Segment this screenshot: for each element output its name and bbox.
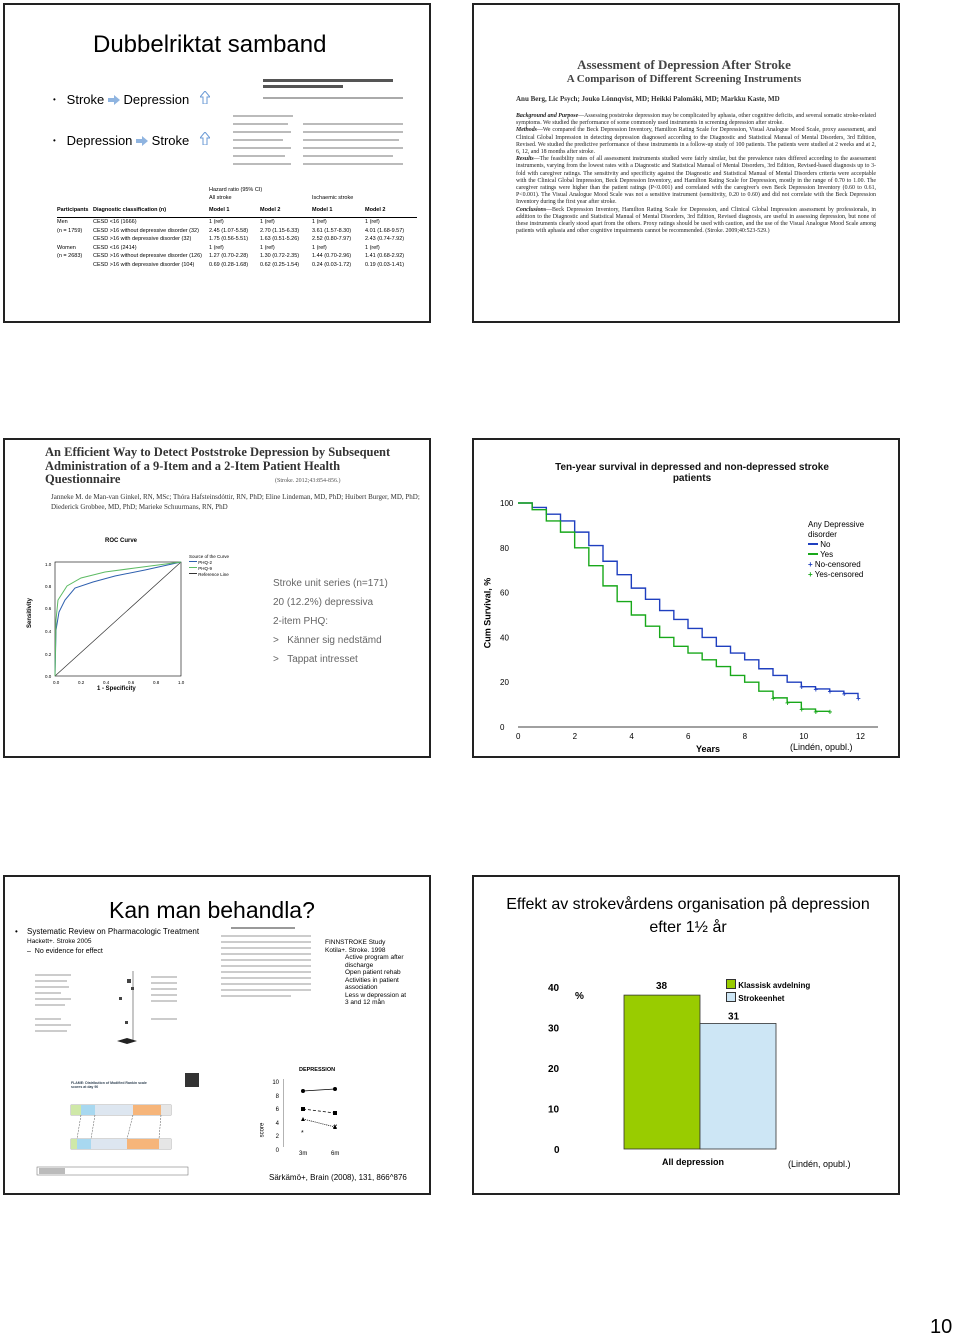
censor-mark: +	[856, 693, 861, 703]
slide-effekt-strokevard	[472, 875, 900, 1195]
y-tick-label: 20	[548, 1064, 560, 1075]
censor-mark: +	[813, 707, 819, 717]
up-arrow-icon	[200, 132, 210, 145]
legend-item: Strokeenhet	[726, 992, 810, 1005]
roc-ytick: 0.0	[45, 674, 52, 679]
roc-ytick: 0.8	[45, 584, 52, 589]
paper-abstract	[516, 113, 876, 235]
table-group-header: Hazard ratio (95% CI)	[209, 187, 263, 193]
slide1-title: Dubbelriktat samband	[93, 31, 327, 58]
abstract-paragraph: Methods—We compared the Beck Depression Inventory, Hamilton Rating Scale for Depression, Visual Analogue Mood Scale, proxy assessment, and Clinical Global Impression in detecting depression diagnosed according to the Diagnostic and Statistical Manual of Mental Disorders, 3rd Edition, Revised. We studied the predictive performance of these instruments in a follow-up study of 100 patients. The patients were studied at 2 weeks and at 2, 6, 12, and 18 months after stroke.	[516, 127, 876, 156]
censor-mark: +	[771, 693, 776, 703]
dep-lines	[283, 1079, 357, 1149]
y-tick-label: 10	[548, 1104, 560, 1116]
dep-mark: *	[301, 1130, 304, 1137]
table-cell: 2.52 (0.80-7.97)	[312, 236, 352, 242]
table-cell: 1 (ref)	[365, 244, 380, 251]
censor-mark: +	[785, 698, 790, 708]
chart-title: Ten-year survival in depressed and non-depressed stroke patients	[555, 462, 829, 484]
roc-xtick: 0.2	[78, 680, 85, 685]
slide-dubbelriktat-samband	[3, 3, 431, 323]
bar-value-label: 31	[728, 1011, 740, 1023]
table-row	[57, 227, 417, 236]
dep-ylabel: score	[259, 1122, 266, 1138]
table-cell: 0.19 (0.03-1.41)	[365, 261, 405, 268]
censor-mark: +	[827, 707, 833, 717]
y-tick-label: 100	[500, 499, 514, 508]
table-row	[57, 235, 417, 244]
table-cell: 2.70 (1.15-6.33)	[260, 227, 300, 234]
table-cell: 1.27 (0.70-2.28)	[209, 253, 249, 259]
citation: Särkämö+, Brain (2008), 131, 866^876	[269, 1173, 407, 1182]
legend-item: Yes	[808, 550, 878, 560]
table-cell: CESD >16 without depressive disorder (32)	[93, 227, 199, 234]
up-arrow-icon	[200, 91, 210, 104]
source-note: (Lindén, opubl.)	[790, 742, 853, 752]
slide-efficient-way	[3, 438, 431, 758]
censor-mark: +	[827, 687, 833, 697]
forest-plot-image	[31, 969, 181, 1049]
slide-survival-chart	[472, 438, 900, 758]
table-row	[57, 261, 417, 270]
table-cell: 3.61 (1.57-8.30)	[312, 227, 352, 234]
table-cell: 1 (ref)	[209, 219, 224, 225]
roc-ytick: 0.2	[45, 652, 52, 657]
slide-kan-man-behandla	[3, 875, 431, 1195]
y-tick-label: 0	[554, 1145, 560, 1156]
legend-item: No	[808, 540, 878, 550]
table-cell: 1.44 (0.70-2.96)	[312, 253, 352, 259]
roc-title: ROC Curve	[105, 538, 138, 544]
table-cell: 2.43 (0.74-7.92)	[365, 236, 405, 242]
legend-item: + Yes-censored	[808, 570, 864, 579]
survival-line-yes	[518, 503, 830, 711]
paper-authors: Janneke M. de Man-van Ginkel, RN, MSc; Thóra Hafsteinsdóttir, RN, PhD; Eline Lindeman, MD, PhD; Huibert Burger, MD, PhD; Diederick Grobbee, MD, PhD; Marieke Schuurmans, RN, PhD	[51, 493, 420, 511]
abstract-paragraph: Conclusions—Beck Depression Inventory, Hamilton Rating Scale for Depression, and Clinical Global Impression assessment by professionals, in addition to the Diagnostic and Statistical Manual of Mental Disorders, 3rd Edition, Revised diagnosis, are useful in assessing depression, but none of these instruments clearly stood apart from the others. Proxy ratings should be used with caution, and the use of the Visual Analogue Mood Scale among patients with aphasia and other cognitive impairments cannot be recommended. (Stroke. 2009;40:523-529.)	[516, 206, 876, 235]
bar-chart	[474, 877, 900, 1195]
y-tick-label: 60	[500, 588, 509, 598]
table-cell: 0.62 (0.25-1.54)	[260, 261, 300, 268]
bar-ylabel: %	[575, 991, 584, 1002]
x-tick-label: 8	[742, 732, 748, 741]
slide3-bullets	[273, 574, 388, 669]
paper-title: An Efficient Way to Detect Poststroke Depression by Subsequent Administration of a 9-Item and a 2-Item Patient Health Questionnaire	[45, 445, 391, 486]
y-tick-label: 40	[500, 633, 509, 643]
paper-subtitle: A Comparison of Different Screening Instruments	[566, 73, 802, 85]
table-cell: 2.45 (1.07-5.58)	[209, 227, 249, 234]
table-cell: 1.63 (0.51-5.26)	[260, 236, 300, 242]
roc-plot	[45, 560, 185, 680]
flame-figure: FLAME: Distribution of Modified Rankin scale scores at day 90	[35, 1073, 190, 1183]
y-tick-label: 20	[500, 678, 509, 688]
paper-citation: (Stroke. 2012;43:854-856.)	[275, 478, 341, 484]
paper-snippet-image	[233, 67, 411, 177]
bullet-item: Stroke unit series (n=171)	[273, 578, 388, 589]
censor-mark: +	[813, 684, 819, 694]
paper-title: Assessment of Depression After Stroke	[577, 57, 791, 72]
table-cell: 0.69 (0.28-1.68)	[209, 261, 249, 268]
table-body	[57, 218, 417, 269]
table-cell: (n = 2683)	[57, 253, 83, 259]
table-cell: Men	[57, 219, 68, 225]
table-cell: 1 (ref)	[312, 219, 327, 225]
bullet-item: 2-item PHQ:	[273, 616, 329, 627]
table-cell: 1 (ref)	[312, 244, 327, 251]
table-cell: CESD <16 (2414)	[93, 244, 137, 251]
table-cell: 1 (ref)	[260, 244, 275, 251]
hazard-ratio-table: Hazard ratio (95% CI) All stroke Ischaemic stroke Participants Diagnostic classification (n) Model 1 Model 2 Model 1 Model 2 Men CESD <16 (1666) 1 (ref) 1 (ref) 1 (ref) 1 (ref) (n = 1759) CESD >16 without depressive disorder (32) 2.45 (1.07-5.58) 2.70 (1.15-6.33) 3.61 (1.57-8.30) 4.01 (1.68-9.57) CESD >16 with depressive disorder (32) 1.75 (0.56-5.51) 1.63 (0.51-5.26) 2.52 (0.80-7.97) 2.43 (0.74-7.92) Women CESD <16 (2414) 1 (ref) 1 (ref) 1 (ref) 1 (ref) (n = 2683) CESD >16 without depressive disorder (126) 1.27 (0.70-2.28) 1.30 (0.72-2.35) 1.44 (0.70-2.96) 1.41 (0.68-2.92) CESD >16 with depressive disorder (104) 0.69 (0.28-1.68) 0.62 (0.25-1.54) 0.24 (0.03-1.72) 0.19 (0.03-1.41)	[57, 187, 417, 269]
abstract-paragraph: Background and Purpose—Assessing poststroke depression may be complicated by aphasia, other cognitive deficits, and several somatic stroke-related symptoms. We studied the performance of some commonly used instruments in screening depression after stroke.	[516, 113, 876, 127]
censor-mark: +	[841, 689, 847, 699]
dep-title: DEPRESSION	[299, 1067, 336, 1073]
censor-mark: +	[799, 682, 805, 692]
roc-chart	[29, 538, 241, 698]
bar-value-label: 38	[656, 981, 668, 993]
x-tick-label: 10	[799, 732, 809, 741]
sub-bullet-item: > Tappat intresset	[273, 654, 358, 665]
y-tick-label: 40	[548, 983, 560, 994]
slide5-title: Kan man behandla?	[109, 897, 315, 923]
source-note: (Lindén, opubl.)	[788, 1159, 851, 1169]
table-cell: Women	[57, 244, 76, 251]
paper-authors: Anu Berg, Lic Psych; Jouko Lönnqvist, MD; Heikki Palomäki, MD; Markku Kaste, MD	[516, 95, 780, 103]
depression-score-chart: DEPRESSION score 10 8 6 4 2 0 * # 3m 6m	[261, 1063, 361, 1173]
slide-assessment-depression	[472, 3, 900, 323]
table-cell: CESD >16 without depressive disorder (126)	[93, 253, 202, 259]
table-cell: CESD >16 with depressive disorder (32)	[93, 236, 192, 242]
censor-mark: +	[799, 705, 805, 715]
roc-ylabel: Sensitivity	[27, 597, 34, 629]
roc-legend: Source of the Curve PHQ-2 PHQ-9 Reference Line	[189, 554, 230, 577]
bullet-from: Stroke	[66, 92, 105, 107]
legend-title: Any Depressive disorder	[808, 520, 865, 539]
y-tick-label: 80	[500, 543, 509, 553]
slide6-title: Effekt av strokevårdens organisation på depression efter 1½ år	[506, 896, 870, 936]
table-cell: CESD >16 with depressive disorder (104)	[93, 261, 195, 268]
table-cell: 1.75 (0.56-5.51)	[209, 236, 249, 242]
slide5-bullet: • Systematic Review on Pharmacologic Treatment Hackett+. Stroke 2005 – No evidence for effect	[15, 927, 200, 955]
sub-bullet-item: > Känner sig nedstämd	[273, 635, 382, 646]
bar-legend	[726, 979, 810, 1005]
right-arrow-icon	[108, 95, 120, 105]
table-cell: 4.01 (1.68-9.57)	[365, 227, 405, 234]
y-tick-label: 30	[548, 1023, 560, 1035]
bullet-from: Depression	[66, 133, 133, 148]
x-tick-label: 2	[572, 732, 578, 741]
chart-xlabel: Years	[696, 744, 721, 754]
bullet-item: 20 (12.2%) depressiva	[273, 597, 374, 608]
x-tick-label: 4	[629, 732, 634, 741]
roc-ytick: 0.6	[45, 606, 52, 611]
dep-mark: #	[333, 1124, 337, 1131]
reference-line	[55, 562, 181, 676]
table-cell: 1 (ref)	[260, 219, 275, 225]
table-cell: 1.41 (0.68-2.92)	[365, 253, 405, 259]
bar-category-label: All depression	[662, 1157, 725, 1167]
bullet-to: Stroke	[151, 133, 190, 148]
y-tick-label: 0	[500, 723, 505, 732]
bar-strokeenhet	[700, 1023, 776, 1149]
roc-xtick: 0.0	[53, 680, 60, 685]
slide1-bullet-1: • Stroke Depression	[53, 91, 210, 107]
page-number: 10	[930, 1316, 953, 1338]
abstract-snippet-image	[211, 925, 315, 1005]
survival-legend	[808, 520, 878, 580]
slide1-bullet-2: • Depression Stroke	[53, 132, 210, 148]
table-cell: 1 (ref)	[209, 244, 224, 251]
table-group-header: Ischaemic stroke	[312, 195, 354, 201]
flame-bars	[35, 1101, 190, 1181]
roc-ytick: 0.4	[45, 629, 52, 634]
right-arrow-icon	[136, 136, 148, 146]
bar-klassisk-avdelning	[624, 995, 700, 1149]
roc-xtick: 1.0	[178, 680, 185, 685]
x-tick-label: 12	[856, 732, 865, 741]
table-row	[57, 252, 417, 261]
x-tick-label: 6	[686, 732, 691, 741]
survival-plot	[474, 440, 900, 758]
roc-xtick: 0.8	[153, 680, 160, 685]
table-group-header: All stroke	[209, 195, 232, 201]
roc-xtick: 0.6	[128, 680, 135, 685]
legend-item: + No-censored	[808, 560, 861, 569]
table-cell: (n = 1759)	[57, 227, 83, 234]
table-row	[57, 218, 417, 227]
table-cell: 1 (ref)	[365, 219, 380, 225]
roc-ytick: 1.0	[45, 562, 52, 567]
bullet-to: Depression	[123, 92, 190, 107]
table-cell: CESD <16 (1666)	[93, 219, 137, 225]
table-cell: 0.24 (0.03-1.72)	[312, 261, 352, 268]
chart-ylabel: Cum Survival, %	[482, 577, 493, 649]
legend-item: Klassisk avdelning	[726, 979, 810, 992]
abstract-paragraph: Results—The feasibility rates of all assessment instruments studied were fairly similar, but the prevalence rates differed according to the assessment instruments, varying from the lowest rates with a Diagnostic and Statistical Manual of Mental Disorders, 3rd Edition, Revised-based diagnosis up to 3-fold with caregiver ratings. The sensitivity and specificity against the Diagnostic and Statistical Manual of Mental Disorders criteria were acceptable with the Clinical Global Impression, Beck Depression Inventory, and Hamilton Rating Scale for Depression, mostly in the range of 0.70 to 1.00. The caregiver ratings were higher than the patient ratings (P<0.001) and correlated with the caregiver's own Beck Depression Inventory (0.60 to 0.61, P<0.001). The Visual Analogue Mood Scale was not a sensitive instrument (sensitivity, 0.20 to 0.60) and did not correlate with the Beck Depression Inventory during the first year after stroke.	[516, 156, 876, 206]
x-tick-label: 0	[516, 732, 521, 741]
finnstroke-note: FINNSTROKE Study Kotila+. Stroke. 1998 Active program after discharge Open patient rehab Activities in patient association Less w depression at 3 and 12 mån	[325, 939, 407, 1006]
roc-xtick: 0.4	[103, 680, 110, 685]
table-cell: 1.30 (0.72-2.35)	[260, 253, 300, 259]
roc-xlabel: 1 - Specificity	[97, 686, 136, 692]
table-row	[57, 244, 417, 253]
